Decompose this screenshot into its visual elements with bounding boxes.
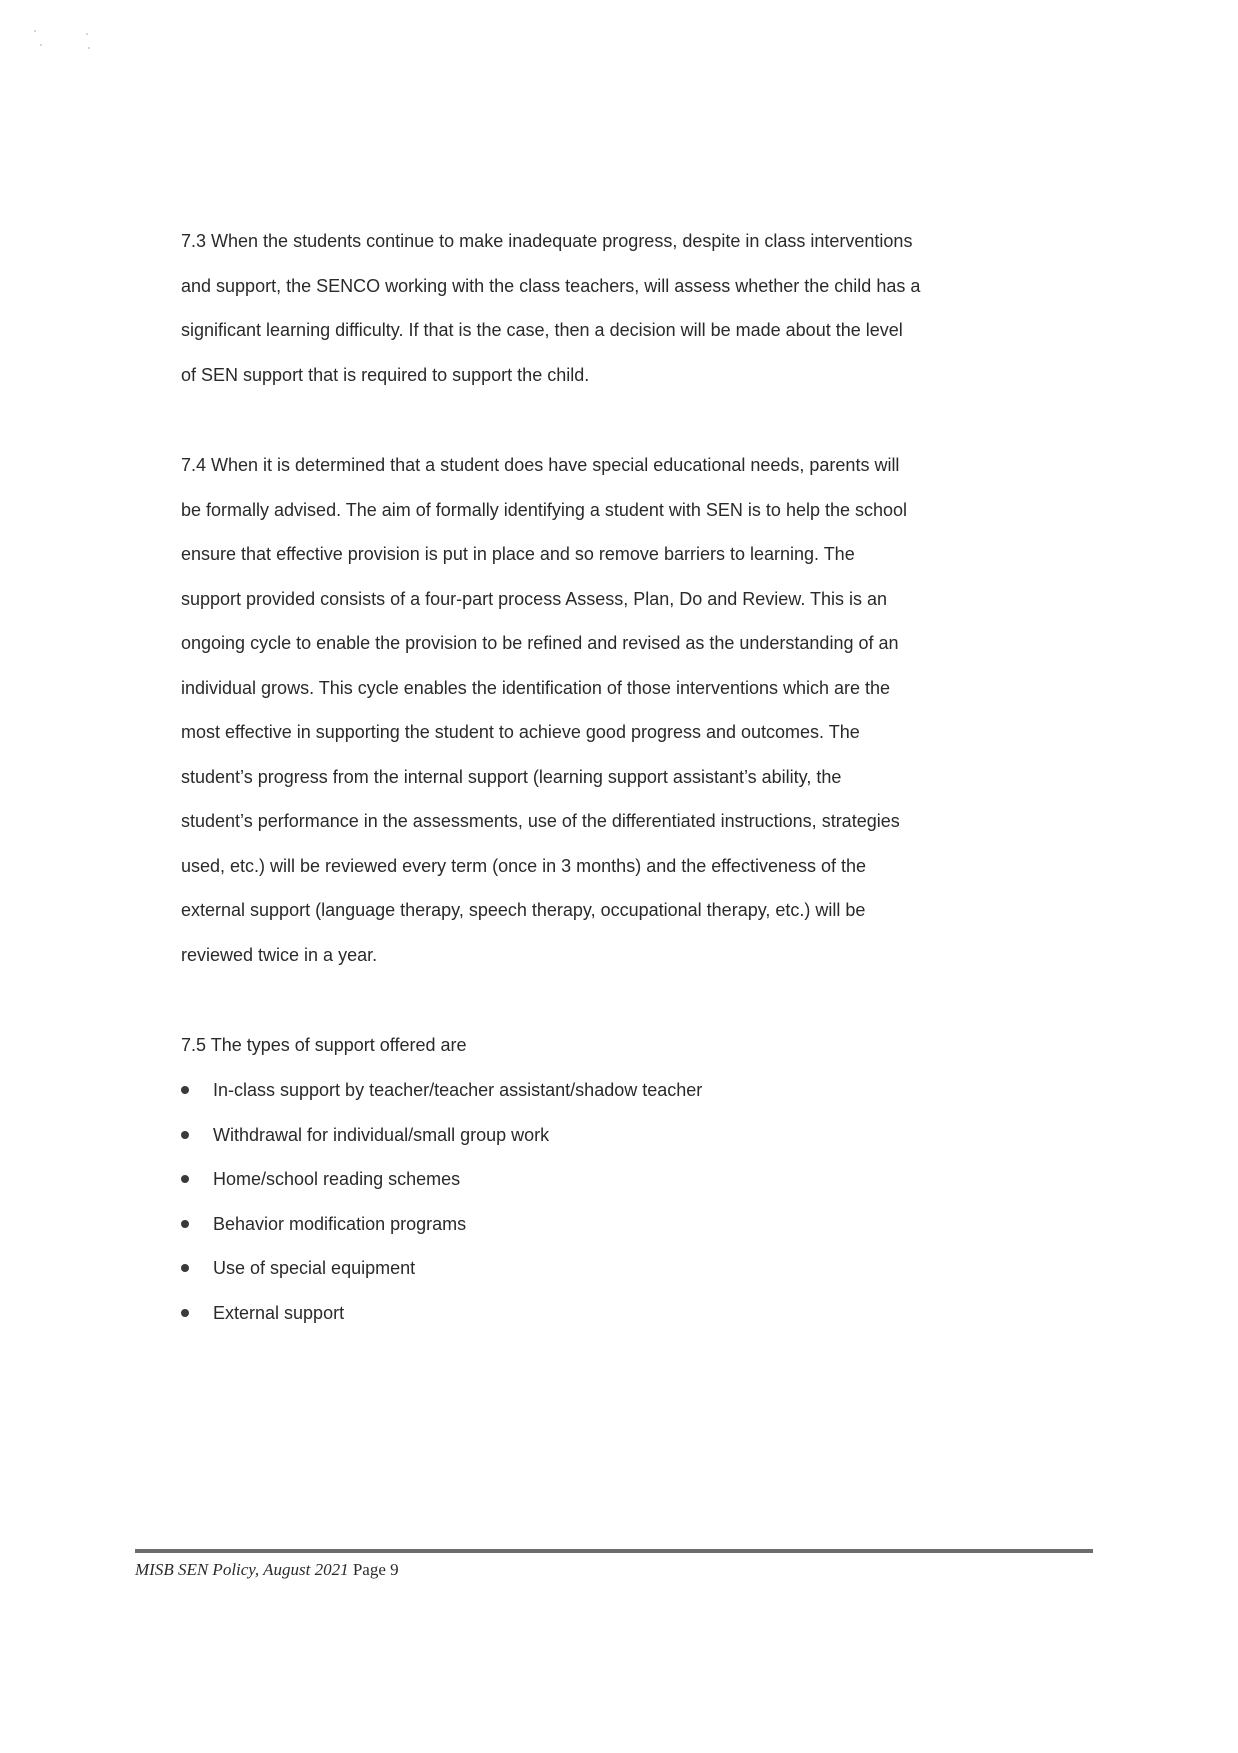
bullet-dot-icon — [181, 1086, 189, 1094]
footer-divider — [135, 1549, 1093, 1553]
paragraph-line: be formally advised. The aim of formally identifying a student with SEN is to help the school — [181, 499, 908, 520]
footer-page-number: Page 9 — [352, 1560, 399, 1579]
section-7-5-intro: 7.5 The types of support offered are — [181, 1035, 467, 1055]
scan-speck — [40, 44, 42, 46]
bullet-dot-icon — [181, 1264, 189, 1272]
section-7-4-paragraph — [181, 443, 1096, 977]
footer-document-name: MISB SEN Policy, August 2021 — [135, 1560, 349, 1579]
paragraph-line: individual grows. This cycle enables the identification of those interventions which are the — [181, 677, 891, 698]
paragraph-line: ongoing cycle to enable the provision to be refined and revised as the understanding of an — [181, 633, 899, 653]
paragraph-line: 7.4 When it is determined that a student does have special educational needs, parents will — [181, 455, 900, 475]
scan-speck — [88, 47, 90, 49]
bullet-dot-icon — [181, 1131, 189, 1139]
paragraph-line: used, etc.) will be reviewed every term (once in 3 months) and the effectiveness of the — [181, 855, 867, 876]
paragraph-line: student’s progress from the internal support (learning support assistant’s ability, the — [181, 766, 842, 787]
list-item-text: In-class support by teacher/teacher assistant/shadow teacher — [213, 1080, 703, 1100]
list-item-text: Use of special equipment — [213, 1258, 416, 1278]
paragraph-line: of SEN support that is required to support the child. — [181, 364, 590, 385]
section-7-3-paragraph — [181, 219, 1096, 397]
bullet-dot-icon — [181, 1309, 189, 1317]
scan-speck — [34, 30, 36, 32]
paragraph-line: significant learning difficulty. If that is the case, then a decision will be made about the level — [181, 320, 903, 340]
paragraph-line: 7.3 When the students continue to make inadequate progress, despite in class interventions — [181, 231, 913, 251]
list-item-text: Behavior modification programs — [213, 1213, 467, 1234]
paragraph-line: and support, the SENCO working with the class teachers, will assess whether the child has a — [181, 275, 921, 296]
list-item-text: External support — [213, 1302, 345, 1323]
paragraph-line: most effective in supporting the student to achieve good progress and outcomes. The — [181, 722, 860, 742]
paragraph-line: external support (language therapy, speech therapy, occupational therapy, etc.) will be — [181, 900, 866, 920]
page-footer — [135, 1560, 399, 1580]
paragraph-line: support provided consists of a four-part process Assess, Plan, Do and Review. This is an — [181, 588, 888, 609]
list-item-text: Withdrawal for individual/small group work — [213, 1124, 550, 1145]
scan-speck — [86, 33, 88, 35]
paragraph-line: student’s performance in the assessments, use of the differentiated instructions, strategies — [181, 811, 900, 831]
bullet-dot-icon — [181, 1220, 189, 1228]
list-item-text: Home/school reading schemes — [213, 1169, 461, 1189]
paragraph-line: ensure that effective provision is put in place and so remove barriers to learning. The — [181, 544, 855, 564]
paragraph-line: reviewed twice in a year. — [181, 944, 378, 965]
bullet-dot-icon — [181, 1175, 189, 1183]
